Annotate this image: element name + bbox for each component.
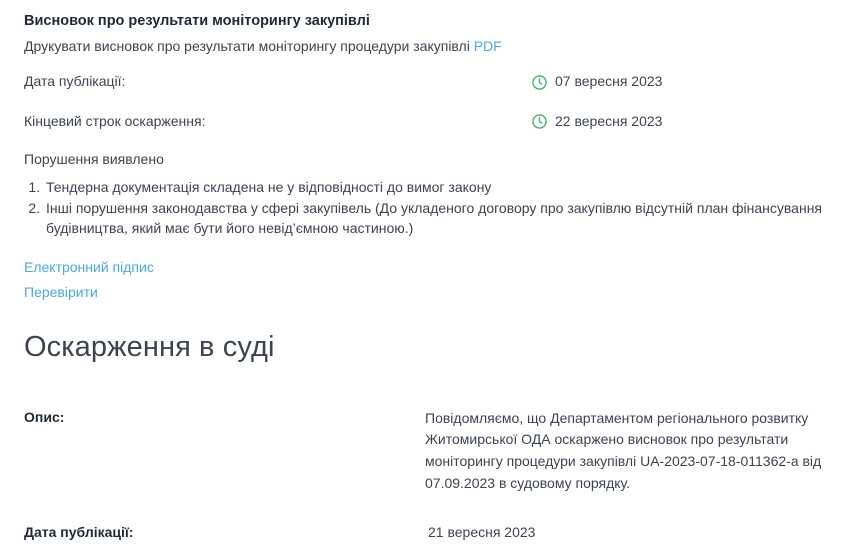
signature-links xyxy=(24,259,835,300)
electronic-signature-link[interactable]: Електронний підпис xyxy=(24,258,154,275)
publication-date-label: Дата публікації: xyxy=(24,73,126,90)
appeal-deadline-value: 22 вересня 2023 xyxy=(555,112,663,129)
appeal-deadline-label: Кінцевий строк оскарження: xyxy=(24,112,206,129)
list-item: 1. Тендерна документація складена не у відповідності до вимог закону xyxy=(44,177,835,197)
print-conclusion-text: Друкувати висновок про результати моніторингу процедури закупівлі xyxy=(24,37,470,54)
appeal-deadline-value-wrap xyxy=(532,112,662,130)
court-description-text: Повідомляємо, що Департаментом регіонального розвитку Житомирської ОДА оскаржено висновок про результати моніторингу процедури закупівлі UA-2023-07-18-011362-а від 07.09.2023 в судовому порядку. xyxy=(425,409,822,491)
appeal-deadline-row xyxy=(24,112,835,130)
court-appeal-heading: Оскарження в суді xyxy=(24,330,275,363)
verify-link[interactable]: Перевірити xyxy=(24,283,98,300)
violations-heading: Порушення виявлено xyxy=(24,150,164,167)
publication-date-row xyxy=(24,72,835,90)
pdf-link[interactable]: PDF xyxy=(473,37,502,54)
clock-icon xyxy=(532,75,547,90)
publication-date-value-wrap xyxy=(532,72,662,90)
conclusion-title: Висновок про результати моніторингу закупівлі xyxy=(24,13,370,29)
print-conclusion-line xyxy=(24,37,835,57)
court-publication-label: Дата публікації: xyxy=(24,524,134,541)
clock-icon xyxy=(532,114,547,129)
violations-list xyxy=(24,177,835,239)
court-description-row xyxy=(24,408,835,495)
court-publication-row xyxy=(24,524,835,540)
court-publication-value: 21 вересня 2023 xyxy=(428,524,536,541)
court-description-label: Опис: xyxy=(24,408,65,425)
publication-date-value: 07 вересня 2023 xyxy=(555,73,663,90)
list-item: 2. Інші порушення законодавства у сфері закупівель (До укладеного договору про закупівлю відсутній план фінансування будівництва, який має бути його невід’ємною частиною.) xyxy=(44,198,835,239)
